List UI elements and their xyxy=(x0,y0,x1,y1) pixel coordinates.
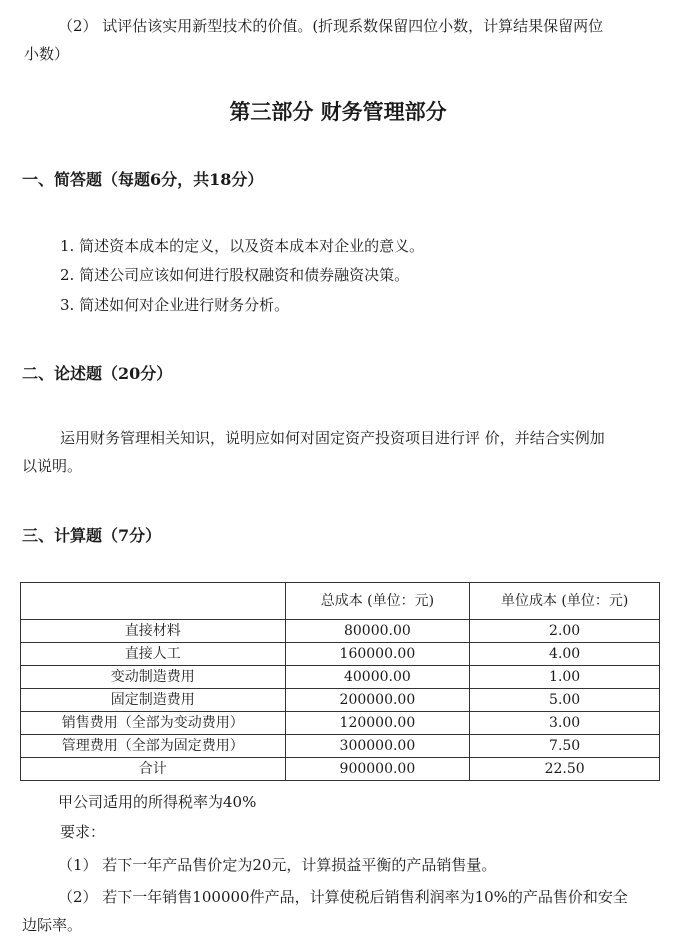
row-unit: 22.50 xyxy=(470,758,660,781)
row-unit: 7.50 xyxy=(470,735,660,758)
row-unit: 1.00 xyxy=(470,666,660,689)
row-total: 80000.00 xyxy=(285,620,470,643)
requirement-2-line-2: 边际率。 xyxy=(22,916,83,934)
table-header-total: 总成本 (单位：元) xyxy=(285,583,470,620)
row-unit: 5.00 xyxy=(470,689,660,712)
row-item: 固定制造费用 xyxy=(21,689,286,712)
row-unit: 4.00 xyxy=(470,643,660,666)
row-item: 管理费用（全部为固定费用） xyxy=(21,735,286,758)
part-title: 第三部分 财务管理部分 xyxy=(229,99,447,124)
tax-note: 甲公司适用的所得税率为40% xyxy=(58,793,257,811)
table-row xyxy=(21,735,660,758)
row-total: 900000.00 xyxy=(285,758,470,781)
table-header-item xyxy=(21,583,286,620)
row-total: 200000.00 xyxy=(285,689,470,712)
row-item: 合计 xyxy=(21,758,286,781)
row-item: 变动制造费用 xyxy=(21,666,286,689)
question-1: 1. 简述资本成本的定义，以及资本成本对企业的意义。 xyxy=(60,237,425,255)
row-item: 销售费用（全部为变动费用） xyxy=(21,712,286,735)
intro-line-1: （2） 试评估该实用新型技术的价值。(折现系数保留四位小数，计算结果保留两位 xyxy=(58,17,604,35)
question-2: 2. 简述公司应该如何进行股权融资和债券融资决策。 xyxy=(60,266,410,284)
table-row xyxy=(21,712,660,735)
table-row xyxy=(21,620,660,643)
table-row xyxy=(21,643,660,666)
requirement-label: 要求： xyxy=(60,823,106,841)
table-header-row xyxy=(21,583,660,620)
section2-body-line-1: 运用财务管理相关知识，说明应如何对固定资产投资项目进行评 价，并结合实例加 xyxy=(60,429,605,447)
row-item: 直接材料 xyxy=(21,620,286,643)
table-row xyxy=(21,666,660,689)
table-row-total xyxy=(21,758,660,781)
section2-title: 二、论述题（20分） xyxy=(22,364,173,383)
section1-title: 一、简答题（每题6分，共18分） xyxy=(22,170,264,189)
row-total: 120000.00 xyxy=(285,712,470,735)
table-header-unit: 单位成本 (单位：元) xyxy=(470,583,660,620)
section3-title: 三、计算题（7分） xyxy=(22,526,162,545)
row-unit: 3.00 xyxy=(470,712,660,735)
requirement-1: （1） 若下一年产品售价定为20元，计算损益平衡的产品销售量。 xyxy=(58,856,497,874)
row-item: 直接人工 xyxy=(21,643,286,666)
row-total: 40000.00 xyxy=(285,666,470,689)
row-total: 160000.00 xyxy=(285,643,470,666)
row-unit: 2.00 xyxy=(470,620,660,643)
question-3: 3. 简述如何对企业进行财务分析。 xyxy=(60,296,290,314)
intro-line-2: 小数） xyxy=(24,45,70,63)
table-row xyxy=(21,689,660,712)
requirement-2-line-1: （2） 若下一年销售100000件产品，计算使税后销售利润率为10%的产品售价和安全 xyxy=(58,888,628,906)
row-total: 300000.00 xyxy=(285,735,470,758)
section2-body-line-2: 以说明。 xyxy=(22,457,83,475)
cost-table xyxy=(20,582,660,781)
